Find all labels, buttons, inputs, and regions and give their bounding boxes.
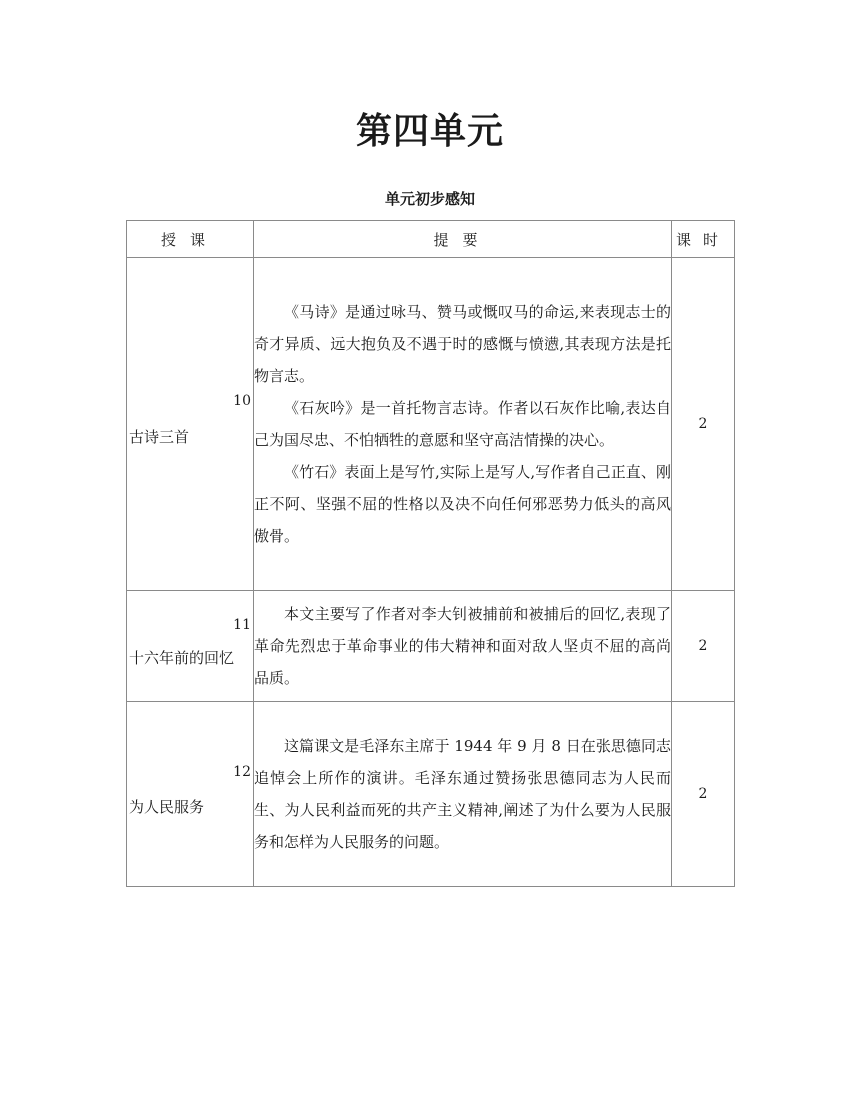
summary-cell	[254, 591, 672, 702]
page-title: 第四单元	[355, 111, 504, 152]
header-summary: 提要	[254, 221, 672, 258]
summary-cell	[254, 702, 672, 887]
hours-cell: 2	[672, 258, 735, 591]
lesson-number: 10	[233, 393, 251, 409]
summary-paragraph: 本文主要写了作者对李大钊被捕前和被捕后的回忆,表现了革命先烈忠于革命事业的伟大精神和面对敌人坚贞不屈的高尚品质。	[254, 605, 671, 687]
lesson-name: 十六年前的回忆	[129, 649, 235, 667]
lesson-name: 为人民服务	[129, 798, 205, 816]
hours-cell: 2	[672, 702, 735, 887]
lesson-cell	[127, 591, 254, 702]
header-hours: 课时	[672, 221, 735, 258]
summary-paragraph: 《石灰吟》是一首托物言志诗。作者以石灰作比喻,表达自己为国尽忠、不怕牺牲的意愿和坚守高洁情操的决心。	[254, 399, 671, 449]
lesson-number: 12	[233, 764, 251, 780]
unit-overview-table	[126, 220, 735, 887]
lesson-number: 11	[233, 617, 251, 633]
summary-cell	[254, 258, 672, 591]
lesson-cell	[127, 258, 254, 591]
summary-paragraph: 这篇课文是毛泽东主席于 1944 年 9 月 8 日在张思德同志追悼会上所作的演讲。毛泽东通过赞扬张思德同志为人民而生、为人民利益而死的共产主义精神,阐述了为什么要为人民服务和怎样为人民服务的问题。	[254, 737, 671, 851]
header-lesson: 授课	[127, 221, 254, 258]
lesson-cell	[127, 702, 254, 887]
table-header-row	[127, 221, 735, 258]
hours-cell: 2	[672, 591, 735, 702]
table-title: 单元初步感知	[384, 190, 475, 208]
summary-paragraph: 《竹石》表面上是写竹,实际上是写人,写作者自己正直、刚正不阿、坚强不屈的性格以及决不向任何邪恶势力低头的高风傲骨。	[254, 463, 671, 545]
summary-paragraph: 《马诗》是通过咏马、赞马或慨叹马的命运,来表现志士的奇才异质、远大抱负及不遇于时的感慨与愤懑,其表现方法是托物言志。	[254, 303, 671, 385]
table-row	[127, 258, 735, 591]
table-row	[127, 702, 735, 887]
lesson-name: 古诗三首	[129, 428, 190, 446]
table-row	[127, 591, 735, 702]
